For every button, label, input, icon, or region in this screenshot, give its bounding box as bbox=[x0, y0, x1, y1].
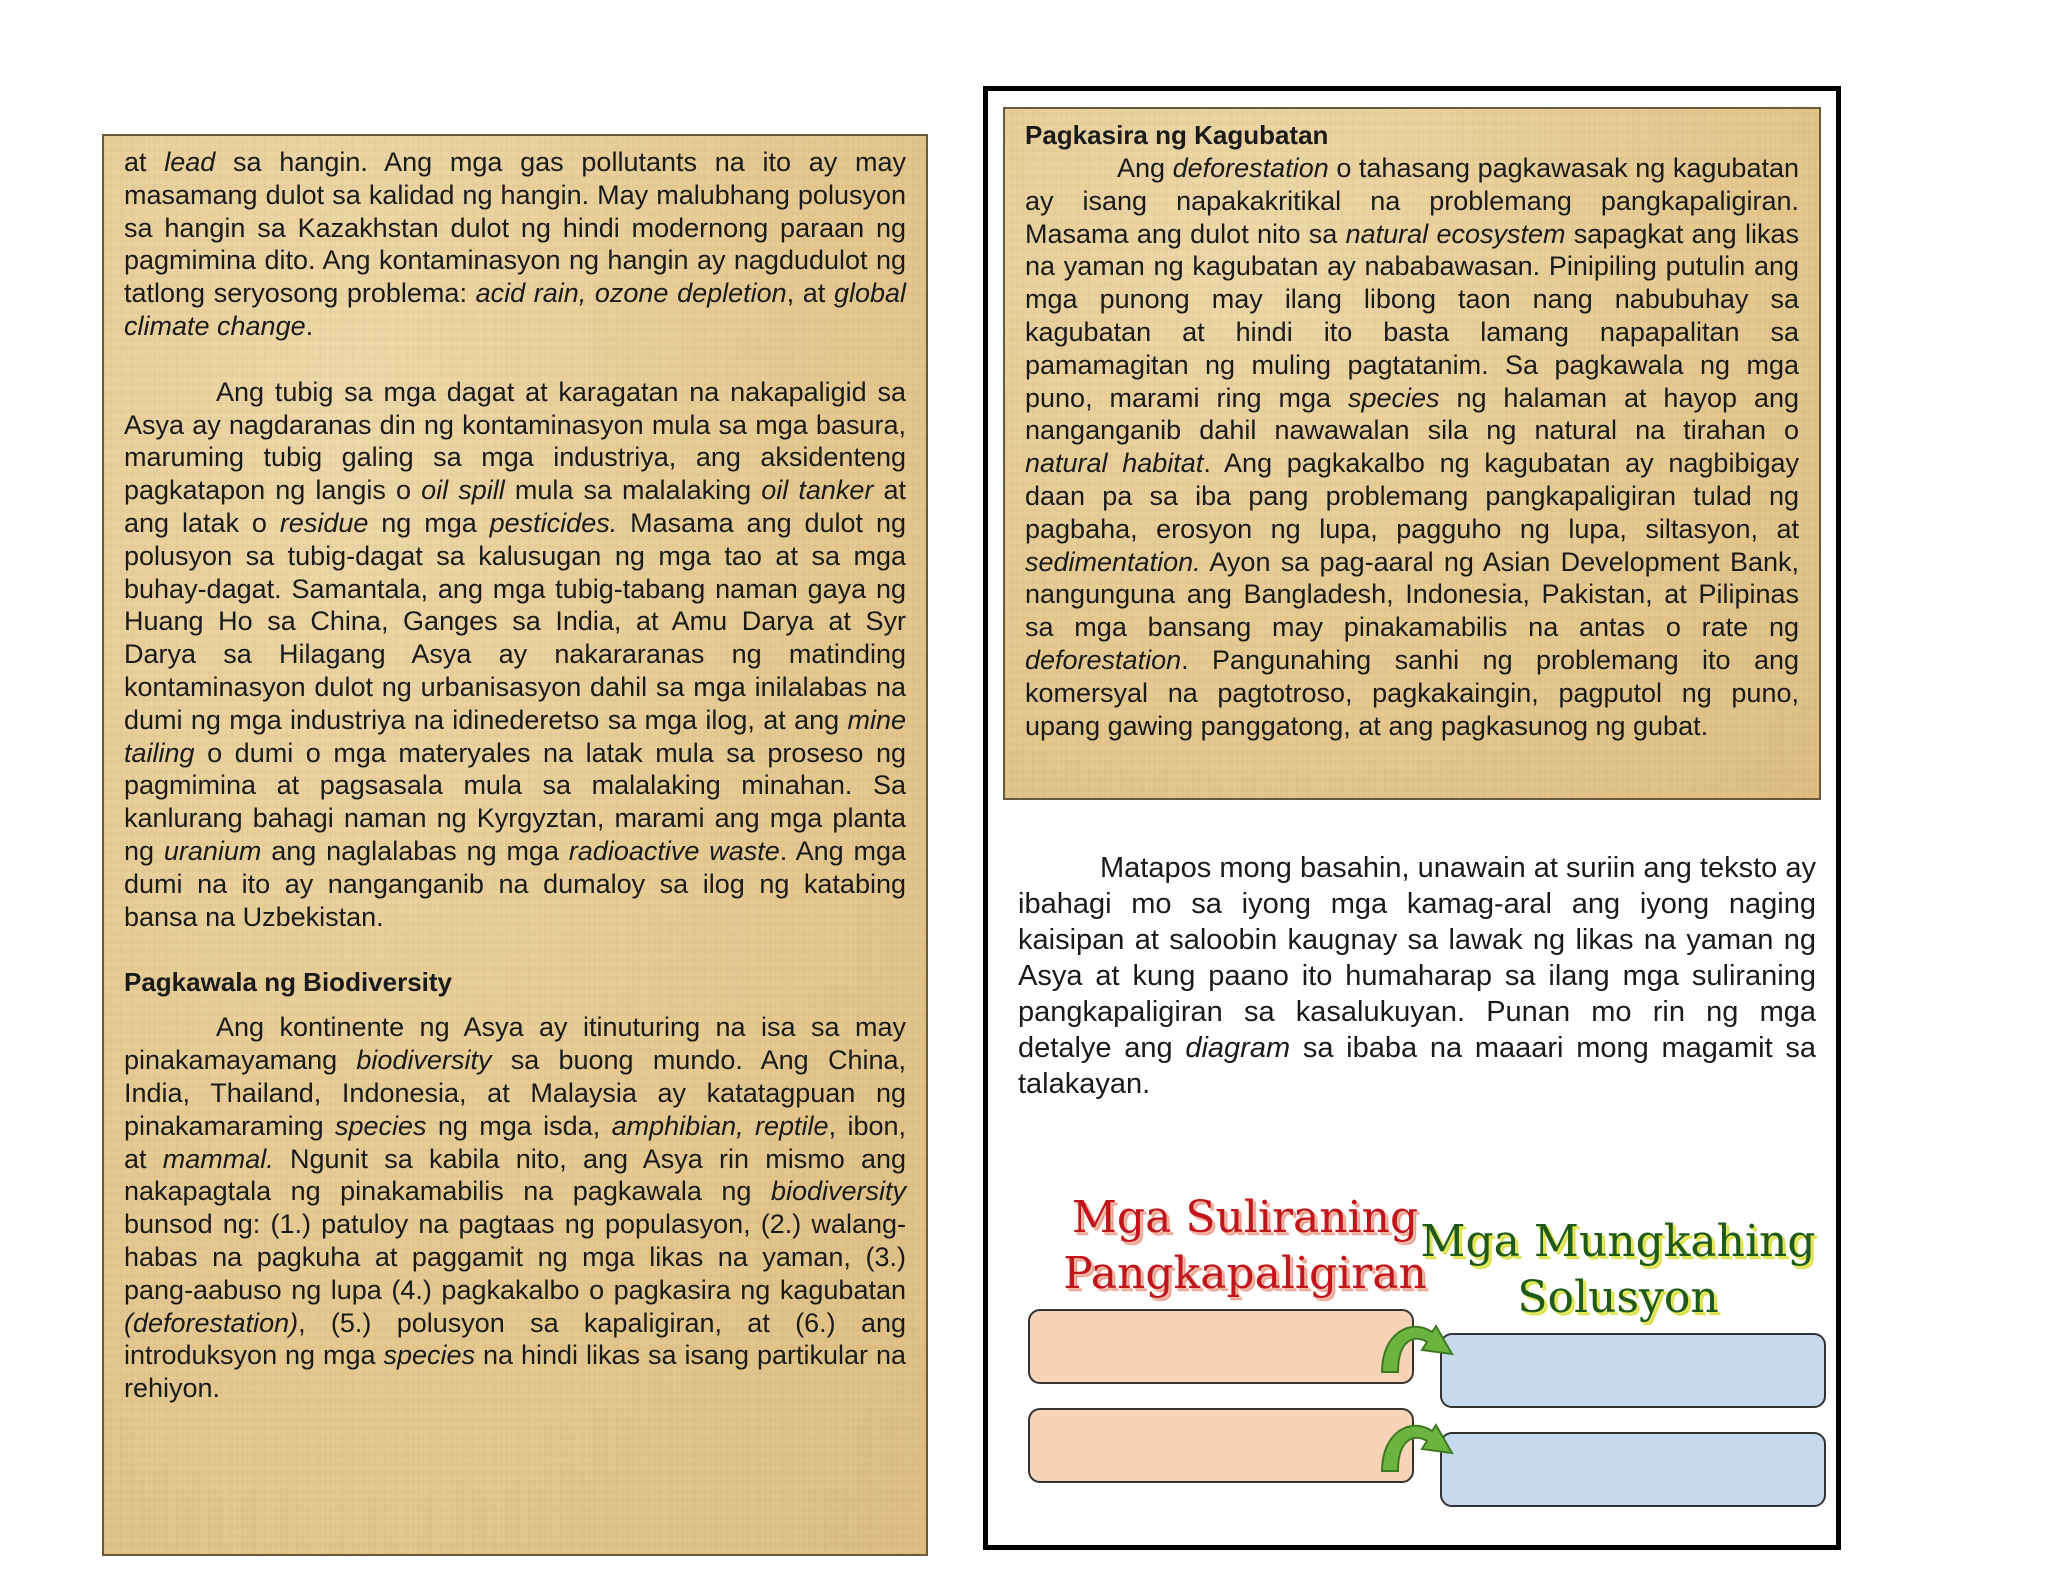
solution-box-2[interactable] bbox=[1440, 1432, 1826, 1507]
air-pollution-paragraph: at lead sa hangin. Ang mga gas pollutants na ito ay may masamang dulot sa kalidad ng hangin. May malubhang polusyon sa hangin sa Kazakhstan dulot ng hindi modernong paraan ng pagmimina dito. Ang kontaminasyon ng hangin ay nagdudulot ng tatlong seryosong problema: acid rain, ozone depletion, at global climate change. bbox=[124, 147, 906, 341]
problems-title: Mga Suliraning Pangkapaligiran bbox=[1063, 1192, 1427, 1299]
biodiversity-heading: Pagkawala ng Biodiversity bbox=[124, 967, 453, 998]
instructions-paragraph: Matapos mong basahin, unawain at suriin ang teksto ay ibahagi mo sa iyong mga kamag-aral ang iyong naging kaisipan at saloobin kaugnay sa lawak ng likas na yaman ng Asya at kung paano ito humaharap sa ilang mga suliraning pangkapaligiran sa kasalukuyan. Punan mo rin ng mga detalye ang diagram sa ibaba na maaari mong magamit sa talakayan. bbox=[1018, 852, 1816, 1100]
deforestation-paragraph: Ang deforestation o tahasang pagkawasak ng kagubatan ay isang napakakritikal na problemang pangkapaligiran. Masama ang dulot nito sa natural ecosystem sapagkat ang likas na yaman ng kagubatan ay nababawasan. Pinipiling putulin ang mga punong may ilang libong taon nang nabubuhay sa kagubatan at hindi ito basta lamang napapalitan sa pamamagitan ng muling pagtatanim. Sa pagkawala ng mga puno, marami ring mga species ng halaman at hayop ang nanganganib dahil nawawalan sila ng natural na tirahan o natural habitat. Ang pagkakalbo ng kagubatan ay nagbibigay daan pa sa iba pang problemang pangkapaligiran tulad ng pagbaha, erosyon ng lupa, pagguho ng lupa, siltasyon, at sedimentation. Ayon sa pag-aaral ng Asian Development Bank, nangunguna ang Bangladesh, Indonesia, Pakistan, at Pilipinas sa mga bansang may pinakamabilis na antas o rate ng deforestation. Pangunahing sanhi ng problemang ito ang komersyal na pagtotroso, pagkakaingin, pagputol ng puno, upang gawing panggatong, at ang pagkasunog ng gubat. bbox=[1025, 153, 1799, 741]
deforestation-panel bbox=[1003, 107, 1821, 800]
biodiversity-paragraph: Ang kontinente ng Asya ay itinuturing na isa sa may pinakamayamang biodiversity sa buong mundo. Ang China, India, Thailand, Indonesia, at Malaysia ay katatagpuan ng pinakamaraming species ng mga isda, amphibian, reptile, ibon, at mammal. Ngunit sa kabila nito, ang Asya rin mismo ang nakapagtala ng pinakamabilis na pagkawala ng biodiversity bunsod ng: (1.) patuloy na pagtaas ng populasyon, (2.) walang-habas na pagkuha at paggamit ng mga likas na yaman, (3.) pang-aabuso ng lupa (4.) pagkakalbo o pagkasira ng kagubatan (deforestation), (5.) polusyon sa kapaligiran, at (6.) ang introduksyon ng mga species na hindi likas sa isang partikular na rehiyon. bbox=[124, 1012, 906, 1404]
curved-arrow-icon bbox=[1372, 1310, 1472, 1380]
water-pollution-paragraph: Ang tubig sa mga dagat at karagatan na nakapaligid sa Asya ay nagdaranas din ng kontaminasyon mula sa mga basura, maruming tubig galing sa mga industriya, ang aksidenteng pagkatapon ng langis o oil spill mula sa malalaking oil tanker at ang latak o residue ng mga pesticides. Masama ang dulot ng polusyon sa tubig-dagat sa kalusugan ng mga tao at sa mga buhay-dagat. Samantala, ang mga tubig-tabang naman gaya ng Huang Ho sa China, Ganges sa India, at Amu Darya at Syr Darya sa Hilagang Asya ay nakararanas ng matinding kontaminasyon dulot ng urbanisasyon dahil sa mga inilalabas na dumi ng mga industriya na idinederetso sa mga ilog, at ang mine tailing o dumi o mga materyales na latak mula sa proseso ng pagmimina at pagsasala mula sa malalaking minahan. Sa kanlurang bahagi naman ng Kyrgyztan, marami ang mga planta ng uranium ang naglalabas ng mga radioactive waste. Ang mga dumi na ito ay nanganganib na dumaloy sa ilog ng katabing bansa na Uzbekistan. bbox=[124, 376, 906, 932]
left-text-panel bbox=[102, 134, 928, 1556]
solutions-title: Mga Mungkahing Solusyon bbox=[1420, 1216, 1816, 1323]
problem-box-1[interactable] bbox=[1028, 1309, 1414, 1384]
curved-arrow-icon bbox=[1372, 1409, 1472, 1479]
problem-box-2[interactable] bbox=[1028, 1408, 1414, 1483]
deforestation-heading: Pagkasira ng Kagubatan bbox=[1025, 120, 1329, 150]
solution-box-1[interactable] bbox=[1440, 1333, 1826, 1408]
